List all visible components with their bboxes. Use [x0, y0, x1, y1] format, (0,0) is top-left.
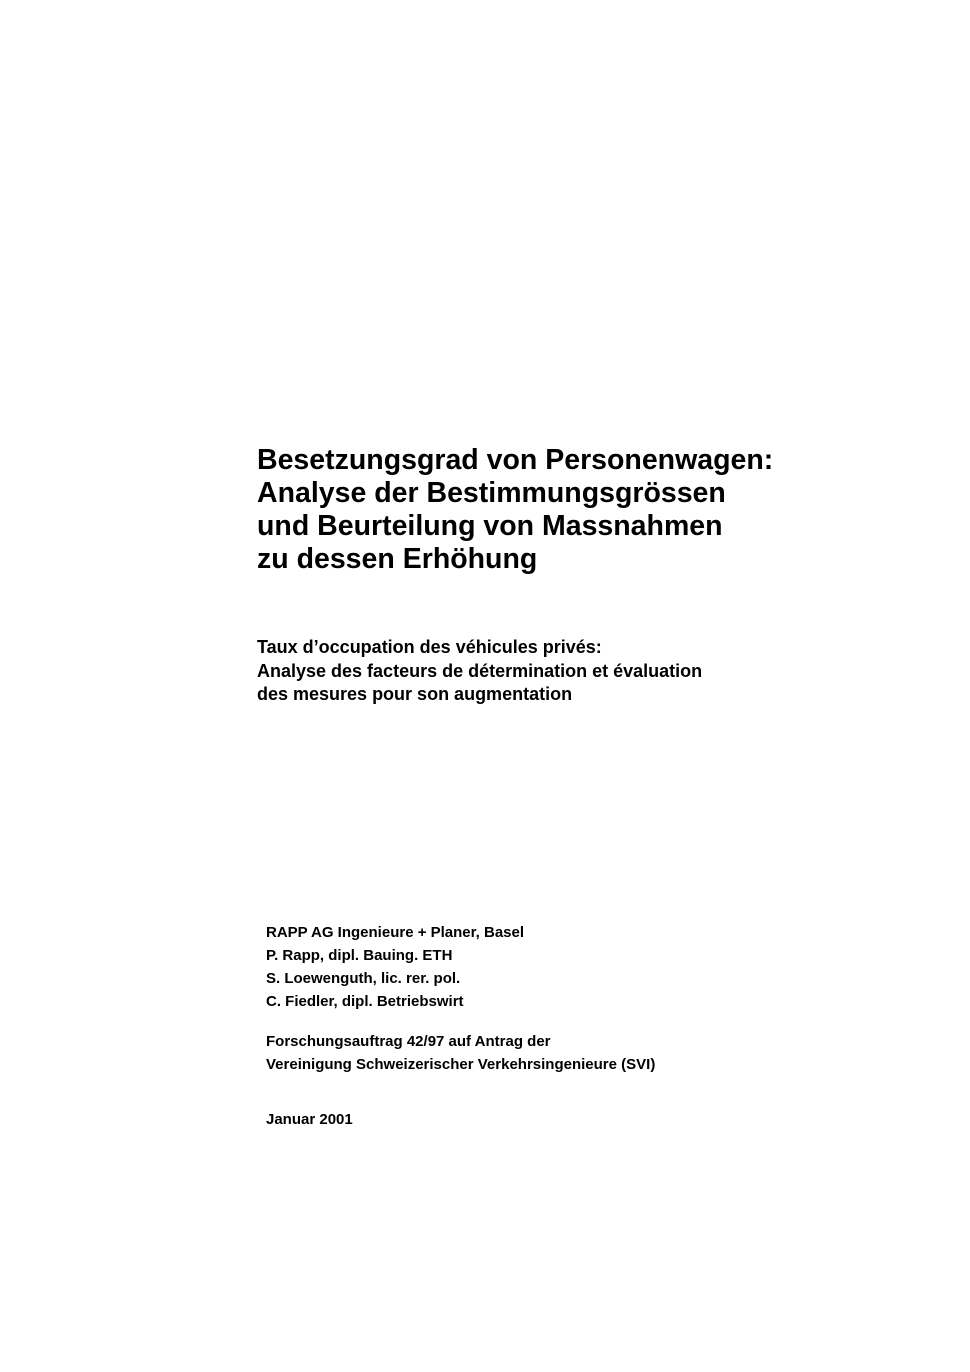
author-line: S. Loewenguth, lic. rer. pol.	[266, 970, 461, 987]
german-title-line: Analyse der Bestimmungsgrössen	[257, 477, 726, 509]
commission-line: Vereinigung Schweizerischer Verkehrsingenieure (SVI)	[266, 1056, 656, 1073]
french-title-line: Taux d’occupation des véhicules privés:	[257, 637, 602, 657]
french-title-line: des mesures pour son augmentation	[257, 684, 573, 704]
author-line: RAPP AG Ingenieure + Planer, Basel	[266, 924, 525, 941]
date-text: Januar 2001	[266, 1111, 353, 1128]
author-line: C. Fiedler, dipl. Betriebswirt	[266, 993, 464, 1010]
german-title-line: Besetzungsgrad von Personenwagen:	[257, 444, 774, 476]
author-line: P. Rapp, dipl. Bauing. ETH	[266, 947, 453, 964]
french-title-line: Analyse des facteurs de détermination et évaluation	[257, 660, 703, 681]
authors-block	[266, 921, 906, 1013]
french-title	[257, 636, 897, 707]
commission-block	[266, 1030, 906, 1076]
german-title-line: und Beurteilung von Massnahmen	[257, 510, 723, 542]
commission-line: Forschungsauftrag 42/97 auf Antrag der	[266, 1033, 551, 1050]
german-title-line: zu dessen Erhöhung	[257, 543, 538, 575]
publication-date	[266, 1108, 906, 1131]
german-title	[257, 444, 897, 576]
